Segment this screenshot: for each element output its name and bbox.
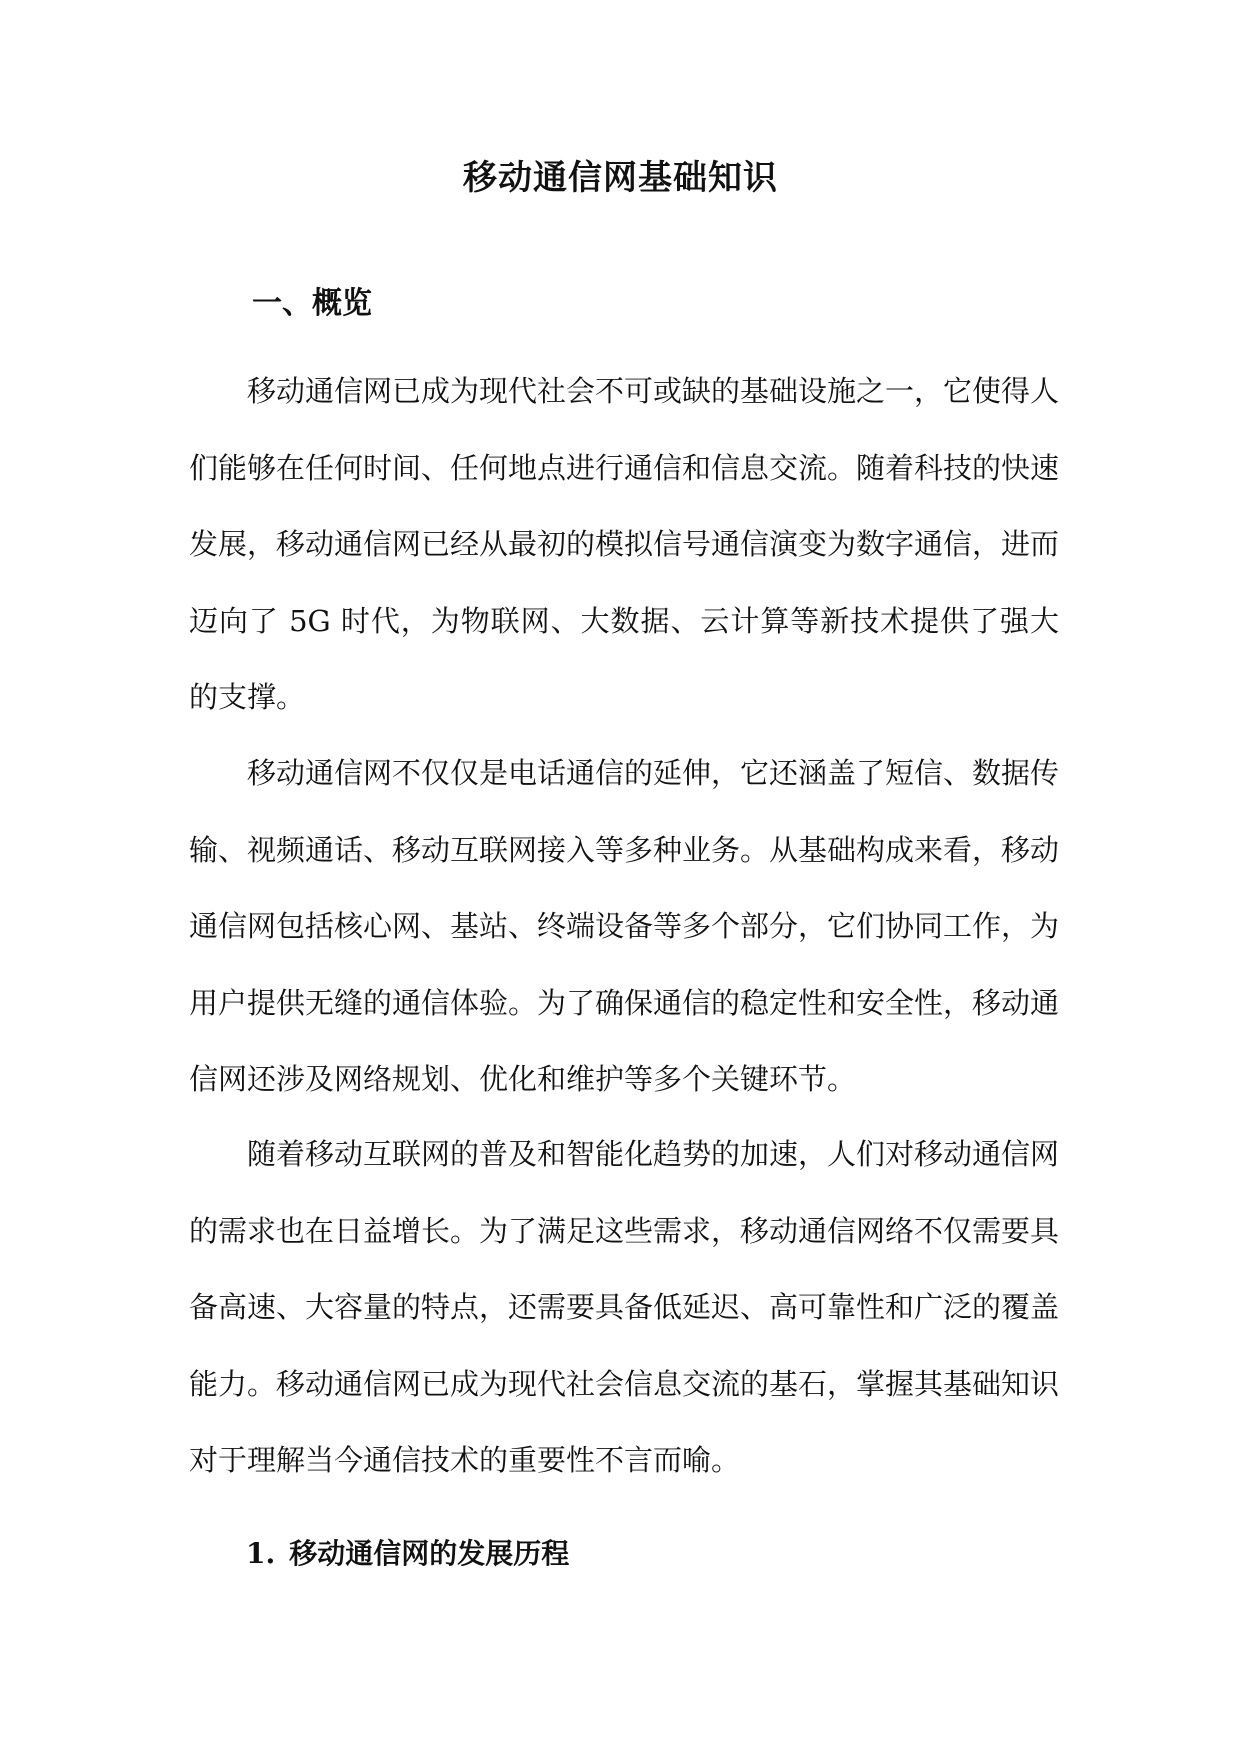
section-heading-overview: 一、概览 [252, 286, 372, 321]
subsection-number: 1. [246, 1537, 276, 1570]
paragraph-3: 随着移动互联网的普及和智能化趋势的加速，人们对移动通信网的需求也在日益增长。为了满足这些需求，移动通信网络不仅需要具备高速、大容量的特点，还需要具备低延迟、高可靠性和广泛的覆盖能力。移动通信网已成为现代社会信息交流的基石，掌握其基础知识对于理解当今通信技术的重要性不言而喻。 [189, 1137, 1060, 1477]
document-title: 移动通信网基础知识 [463, 158, 778, 198]
paragraph-1: 移动通信网已成为现代社会不可或缺的基础设施之一，它使得人们能够在任何时间、任何地点进行通信和信息交流。随着科技的快速发展，移动通信网已经从最初的模拟信号通信演变为数字通信，进而迈向了 5G 时代，为物联网、大数据、云计算等新技术提供了强大的支撑。 [189, 374, 1060, 714]
subsection-heading [246, 1532, 569, 1576]
paragraph-2: 移动通信网不仅仅是电话通信的延伸，它还涵盖了短信、数据传输、视频通话、移动互联网接入等多种业务。从基础构成来看，移动通信网包括核心网、基站、终端设备等多个部分，它们协同工作，为用户提供无缝的通信体验。为了确保通信的稳定性和安全性，移动通信网还涉及网络规划、优化和维护等多个关键环节。 [189, 756, 1060, 1096]
subsection-title: 移动通信网的发展历程 [289, 1537, 570, 1570]
